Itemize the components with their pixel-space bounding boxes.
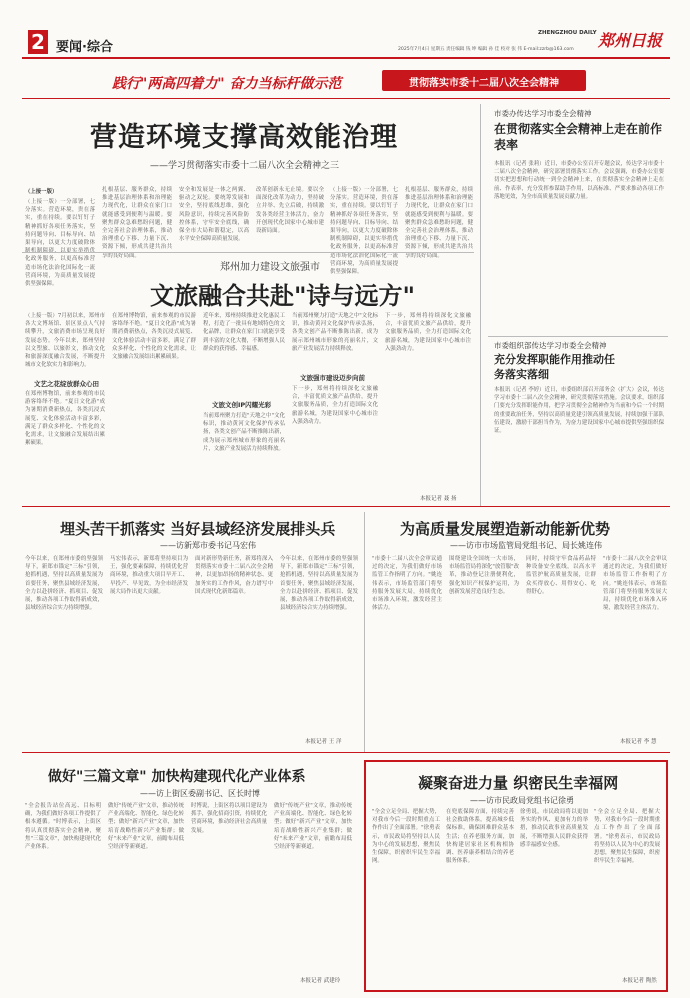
banner-slogan: 践行"两高四着力" 奋力当标杆做示范 (112, 76, 342, 92)
culture-subhead-2: 文旅文创IP闪耀光彩 (212, 401, 272, 409)
bottom-right-col-1: "全会立足全局、把握大势，对我市今后一段时期重点工作作出了全面部署。"徐勇表示，市民政局将坚持以人民为中心的发展思想，聚焦民生保障，织密织牢民生幸福网。 (372, 809, 440, 865)
middle-rule (22, 506, 670, 507)
culture-subhead-1: 文艺之花绽放群众心田 (34, 380, 99, 388)
lead-byline: （上接一版） (25, 189, 58, 195)
culture-byline: 本报记者 聂 扬 (420, 496, 457, 502)
side-bottom-title: 充分发挥职能作用推动任务落实落细 (494, 353, 615, 381)
masthead-rule (22, 57, 670, 59)
mid-left-col-4: 今年以来，在郑州市委的坚强领导下，新郑市锚定"三标"引领，抢抓机遇，坚持以高质量发展为首要任务，聚焦县域经济发展，全力以赴拼经济、抓项目、促发展，推动各项工作取得新成效，县域经济综合实力持续增强。 (280, 556, 358, 612)
side-top-text: 本报讯（记者 张莉）近日，市委办公室召开专题会议，传达学习市委十二届八次全会精神，研究部署贯彻落实工作。会议强调，市委办公室要切实把思想和行动统一到全会精神上来，在贯彻落实全会精神上走在前、作表率，充分发挥参谋助手作用，以高标准、严要求推动各项工作落地见效，为全市高质量发展贡献力量。 (494, 161, 664, 200)
culture-col-2: 在郑州博物馆，前来参观的市民游客络绎不绝。"夏日文化游"成为暑期消费新热点，各类沉浸式展览、文化体验活动丰富多彩，满足了群众多样化、个性化的文化需求，让文旅融合发展结出累累硕果。 (112, 313, 196, 361)
side-mid-rule (488, 336, 668, 337)
bottom-right-col-2: 在兜底保障方面，持续完善社会救助体系，提高城乡低保标准，确保困难群众基本生活；在养老服务方面，加快构建居家社区机构相协调、医养康养相结合的养老服务体系。 (446, 809, 514, 865)
side-top-kicker: 市委办传达学习市委全会精神 (494, 109, 592, 118)
bottom-right-subtitle: ——访市民政局党组书记徐勇 (470, 796, 574, 805)
section-title: 要闻·综合 (56, 40, 113, 55)
lead-col-5: （上接一版）一分部署，七分落实。营造环境，贵在落实，重在持续。要以钉钉子精神抓好各项任务落实，坚持问题导向、目标导向、结果导向，以更大力度破除体制机制障碍，以更实举措优化政务服务，以更高标准营造市场化法治化国际化一流营商环境，为高质量发展提供坚强保障。 (330, 187, 398, 276)
lead-col-2: 扎根基层、服务群众，持续推进基层治理体系和治理能力现代化，让群众在家门口就能感受到便利与温暖。要聚焦群众急难愁盼问题，健全完善社会治理体系，推动治理重心下移、力量下沉、资源下倾，形成共建共治共享的良好局面。 (102, 187, 172, 259)
culture-kicker: 郑州加力建设文旅强市 (220, 262, 320, 273)
bottom-right-title: 凝聚奋进力量 织密民生幸福网 (418, 774, 619, 792)
side-bottom-text: 本报讯（记者 李婷）近日，市委组织部召开部务会（扩大）会议，传达学习市委十二届八次全会精神，研究贯彻落实措施。会议要求，组织部门要充分发挥职能作用，把学习贯彻全会精神作为当前和今后一个时期的重要政治任务，坚持以高质量党建引领高质量发展，持续加强干部队伍建设，激励干部担当作为，为奋力建设国家中心城市提供坚强组织保证。 (494, 387, 664, 435)
mid-divider (364, 512, 365, 752)
bottom-right-byline: 本报记者 陶然 (622, 978, 657, 984)
mid-left-byline: 本报记者 王 洋 (305, 739, 342, 745)
mid-left-col-3: 面对新形势新任务，新郑将深入贯彻落实市委十二届八次全会精神，以更加昂扬的精神状态、更加务实的工作作风，奋力谱写中国式现代化新郑篇章。 (195, 556, 273, 595)
lead-col-3: 安全和发展是一体之两翼、驱动之双轮。要统筹发展和安全，坚持底线思维，强化风险意识，持续完善风险防控体系，守牢安全底线，确保全市大局和谐稳定，以高水平安全保障高质量发展。 (179, 187, 249, 243)
mid-left-title: 埋头苦干抓落实 当好县域经济发展排头兵 (60, 520, 336, 538)
culture-col-5: 下一步，郑州将持续深化文旅融合，丰富优质文旅产品供给，提升文旅服务品质，全力打造国际文化旅游名城，为建设国家中心城市注入强劲动力。 (385, 313, 471, 352)
lead-col-4: 改革创新永无止境。要以全面深化改革为动力，坚持破立并举、先立后破，持续激发各类经营主体活力，奋力开创现代化国家中心城市建设新局面。 (256, 187, 324, 235)
lead-bottom-rule (22, 252, 474, 253)
culture-col-4b: 下一步，郑州将持续深化文旅融合，丰富优质文旅产品供给，提升文旅服务品质，全力打造国际文化旅游名城，为建设国家中心城市注入强劲动力。 (292, 386, 378, 425)
culture-col-1b: 在郑州博物馆，前来参观的市民游客络绎不绝。"夏日文化游"成为暑期消费新热点，各类沉浸式展览、文化体验活动丰富多彩，满足了群众多样化、个性化的文化需求，让文旅融合发展结出累累硕果。 (25, 391, 105, 447)
mid-right-col-1: "市委十二届八次全会审议通过的决定，为我们做好市场监管工作指明了方向。"姚连伟表示，市场监管部门将坚持服务发展大局，持续优化市场准入环境，激发经营主体活力。 (372, 556, 442, 612)
banner-tag-text: 贯彻落实市委十二届八次全会精神 (409, 78, 559, 89)
culture-title: 文旅融合共赴"诗与远方" (150, 282, 416, 310)
page-number: 2 (31, 30, 45, 54)
lead-title: 营造环境支撑高效能治理 (90, 122, 398, 153)
banner-rule (22, 98, 670, 99)
bottom-left-col-3: 时博说，上街区将以项目建设为抓手，强化招商引资，持续优化营商环境，推动经济社会高质量发展。 (191, 803, 267, 834)
bottom-left-col-4: 做好"传统产业"文章，推动传统产业高端化、智能化、绿色化转型；做好"新兴产业"文章，加快培育战略性新兴产业集群；做好"未来产业"文章，前瞻布局低空经济等新赛道。 (274, 803, 352, 851)
bottom-right-col-4: "全会立足全局、把握大势，对我市今后一段时期重点工作作出了全面部署。"徐勇表示，市民政局将坚持以人民为中心的发展思想，聚焦民生保障，织密织牢民生幸福网。 (594, 809, 660, 865)
bottom-left-col-1: "全会报告站位高远、目标明确，为我们做好各项工作提供了根本遵循。"时博表示，上街区将认真贯彻落实全会精神，聚焦"三篇文章"，加快构建现代化产业体系。 (25, 803, 101, 851)
culture-col-4: 当前郑州聚力打造"天地之中"文化标识，推动黄河文化保护传承弘扬，各类文创产品不断推陈出新，成为展示郑州城市形象的亮丽名片，文旅产业发展活力持续释放。 (292, 313, 378, 352)
mid-left-col-2: 马宏伟表示，新郑将坚持项目为王，强化要素保障，持续优化营商环境，推动重大项目早开工、早投产、早见效，为全市经济发展大局作出更大贡献。 (110, 556, 188, 595)
bottom-left-col-2: 做好"传统产业"文章，推动传统产业高端化、智能化、绿色化转型；做好"新兴产业"文章，加快培育战略性新兴产业集群；做好"未来产业"文章，前瞻布局低空经济等新赛道。 (108, 803, 184, 851)
bottom-left-subtitle: ——访上街区委副书记、区长时博 (140, 789, 260, 798)
side-divider (480, 104, 481, 506)
culture-col-3b: 当前郑州聚力打造"天地之中"文化标识，推动黄河文化保护传承弘扬，各类文创产品不断推陈出新，成为展示郑州城市形象的亮丽名片，文旅产业发展活力持续释放。 (203, 413, 285, 452)
culture-col-3: 近年来，郑州持续推进文化惠民工程，打造了一批具有地域特色的文化品牌，让群众在家门口就能享受到丰富的文化大餐，不断增强人民群众的获得感、幸福感。 (203, 313, 285, 352)
bottom-right-col-3: 徐勇说，市民政局将以更加务实的作风、更加有力的举措，推动民政事业高质量发展，不断增强人民群众获得感幸福感安全感。 (520, 809, 588, 848)
lead-col-6: 扎根基层、服务群众，持续推进基层治理体系和治理能力现代化，让群众在家门口就能感受到便利与温暖。要聚焦群众急难愁盼问题，健全完善社会治理体系，推动治理重心下移、力量下沉、资源下倾，形成共建共治共享的良好局面。 (405, 187, 473, 259)
lead-subtitle: ——学习贯彻落实市委十二届八次全会精神之三 (150, 161, 340, 171)
paper-english-name: ZHENGZHOU DAILY (538, 30, 597, 36)
mid-right-col-4: "市委十二届八次全会审议通过的决定，为我们做好市场监管工作指明了方向。"姚连伟表示，市场监管部门将坚持服务发展大局，持续优化市场准入环境，激发经营主体活力。 (603, 556, 667, 612)
side-top-title: 在贯彻落实全会精神上走在前作表率 (494, 122, 663, 152)
mid-right-byline: 本报记者 李 慧 (620, 739, 657, 745)
lead-col-1: （上接一版）一分部署，七分落实。营造环境，贵在落实，重在持续。要以钉钉子精神抓好各项任务落实，坚持问题导向、目标导向、结果导向，以更大力度破除体 化政务服务，以更高标准营造市场化法治化国际化一流营商环境，为高质量发展提供坚强保障。 (25, 199, 95, 288)
mid-right-subtitle: ——访市市场监管局党组书记、局长姚连伟 (450, 541, 602, 550)
mid-left-subtitle: ——访新郑市委书记马宏伟 (160, 541, 256, 550)
mid-left-col-1: 今年以来，在郑州市委的坚强领导下，新郑市锚定"三标"引领，抢抓机遇，坚持以高质量发展为首要任务，聚焦县域经济发展，全力以赴拼经济、抓项目、促发展，推动各项工作取得新成效，县域经济综合实力持续增强。 (25, 556, 103, 612)
culture-col-1: （上接一版）7月初以来，郑州市各大文博场馆、景区景点人气持续攀升，文旅消费市场呈现良好发展态势。今年以来，郑州坚持以文塑旅、以旅彰文，推动文化和旅游深度融合发展，不断提升城市文化软实力和影响力。 (25, 313, 105, 369)
side-bottom-kicker: 市委组织部传达学习市委全会精神 (494, 341, 607, 350)
paper-logo: 郑州日报 (598, 31, 663, 50)
bottom-left-title: 做好"三篇文章" 加快构建现代化产业体系 (48, 769, 306, 785)
lower-rule (22, 752, 670, 753)
culture-subhead-3: 文旅强市建设迈步向前 (300, 374, 365, 382)
bottom-left-byline: 本报记者 武建玲 (300, 978, 341, 984)
date-line: 2025年7月4日 星期五 责任编辑 钱 坤 编辑 孙 佳 校对 张 伟 E-mail:zzrb@163.com (398, 47, 574, 52)
mid-right-col-2: 围绕建设全国统一大市场，市场监管局将深化"放管服"改革，推动登记注册便利化，强化知识产权保护运用，为创新发展营造良好生态。 (449, 556, 519, 595)
mid-right-col-3: 同时，持续守牢食品药品特种设备安全底线，以高水平监管护航高质量发展，让群众买得放心、用得安心、吃得舒心。 (526, 556, 596, 595)
mid-right-title: 为高质量发展塑造新动能新优势 (400, 520, 611, 538)
